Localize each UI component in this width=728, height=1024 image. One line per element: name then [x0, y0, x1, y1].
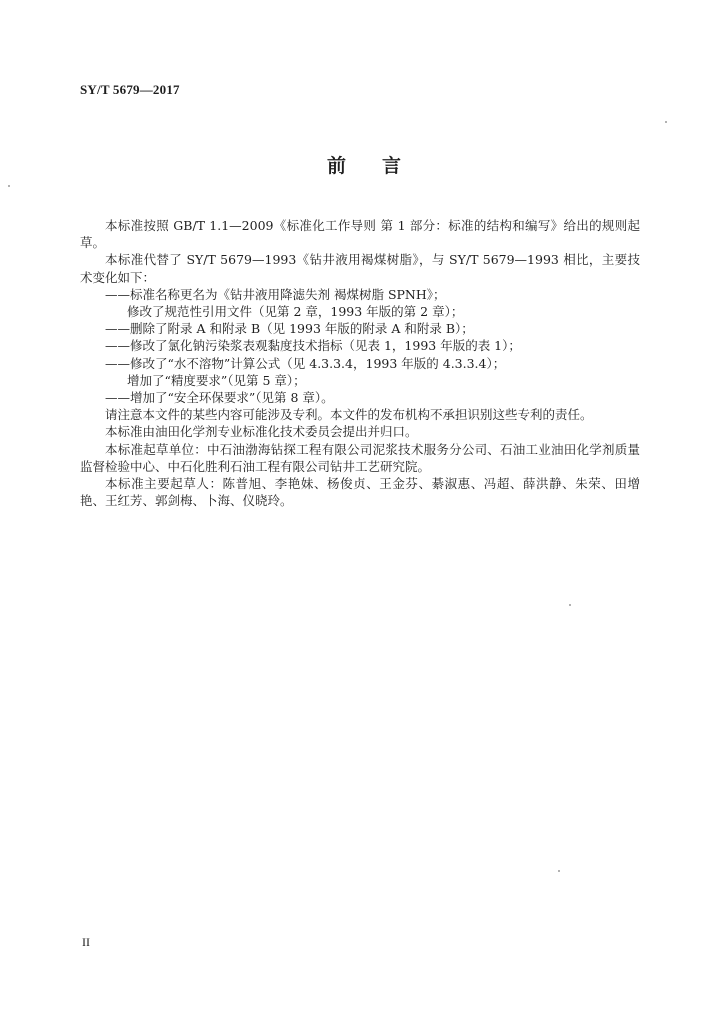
paragraph-proposer: 本标准由油田化学剂专业标准化技术委员会提出并归口。 — [105, 424, 418, 440]
list-item: ——增加了“安全环保要求”（见第 8 章）。 — [105, 390, 334, 406]
paragraph-drafting-units: 本标准起草单位：中石油渤海钻探工程有限公司泥浆技术服务分公司、石油工业油田化学剂质量监督检验中心、中石化胜利石油工程有限公司钻井工艺研究院。 — [80, 441, 640, 474]
list-item: 增加了“精度要求”（见第 5 章）； — [127, 372, 306, 388]
foreword-body — [80, 217, 640, 509]
paragraph-drafting-rules: 本标准按照 GB/T 1.1—2009《标准化工作导则 第 1 部分：标准的结构和编写》给出的规则起草。 — [80, 218, 640, 251]
page-number: II — [82, 935, 90, 949]
scan-speck — [665, 121, 667, 123]
paragraph-replacement: 本标准代替了 SY/T 5679—1993《钻井液用褐煤树脂》，与 SY/T 5679—1993 相比，主要技术变化如下： — [80, 252, 640, 285]
scan-speck — [558, 870, 560, 872]
list-item: ——标准名称更名为《钻井液用降滤失剂 褐煤树脂 SPNH》； — [105, 286, 446, 302]
list-item: ——修改了“水不溶物”计算公式（见 4.3.3.4，1993 年版的 4.3.3.4）； — [105, 355, 506, 371]
scan-speck — [8, 185, 10, 187]
changes-list — [80, 286, 640, 406]
standard-number: SY/T 5679—2017 — [80, 82, 180, 97]
page-title: 前言 — [326, 155, 437, 177]
paragraph-drafters: 本标准主要起草人：陈普旭、李艳妹、杨俊贞、王金芬、綦淑惠、冯超、薛洪静、朱荣、田增艳、王红芳、郭剑梅、卜海、仪晓玲。 — [80, 476, 640, 509]
scan-speck — [569, 604, 571, 606]
list-item: ——删除了附录 A 和附录 B（见 1993 年版的附录 A 和附录 B）； — [105, 321, 474, 337]
paragraph-patent-notice: 请注意本文件的某些内容可能涉及专利。本文件的发布机构不承担识别这些专利的责任。 — [105, 407, 593, 423]
list-item: 修改了规范性引用文件（见第 2 章，1993 年版的第 2 章）； — [127, 304, 464, 320]
list-item: ——修改了氯化钠污染浆表观黏度技术指标（见表 1，1993 年版的表 1）； — [105, 338, 521, 354]
